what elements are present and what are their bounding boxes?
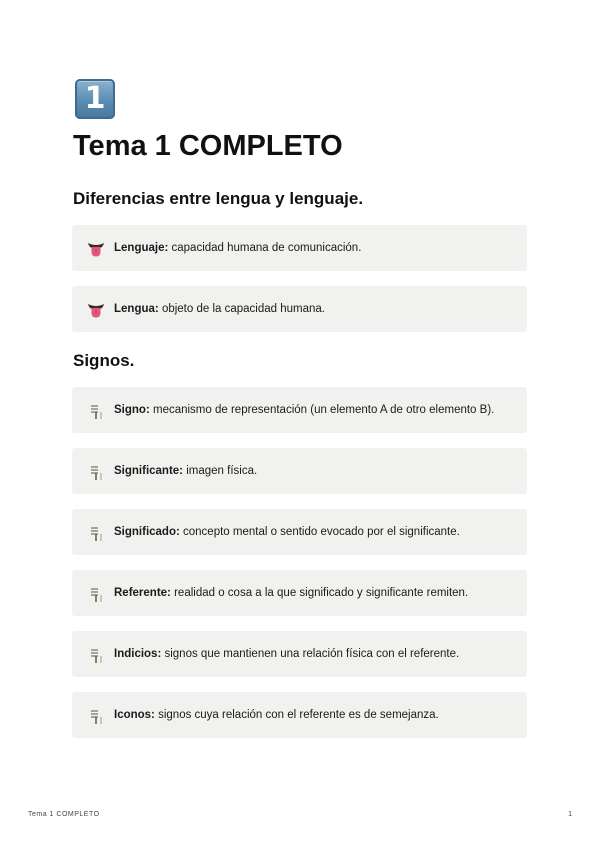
signpost-icon [86,400,106,420]
definition-text: concepto mental o sentido evocado por el significante. [183,526,460,538]
callout-indicios [72,631,527,677]
signpost-icon [86,461,106,481]
definition-text: realidad o cosa a la que significado y significante remiten. [174,587,469,599]
term-label: Significado: [114,526,180,538]
section-heading-diferencias: Diferencias entre lengua y lenguaje. [73,189,364,208]
callout-signo [72,387,527,433]
signpost-icon [86,583,106,603]
callout-lenguaje [72,225,527,271]
callout-text [114,301,325,317]
callout-referente [72,570,527,616]
signpost-icon [86,644,106,664]
term-label: Indicios: [114,648,162,660]
term-label: Lenguaje: [114,242,169,254]
definition-text: imagen física. [186,465,258,477]
callout-text [114,585,468,601]
term-label: Lengua: [114,303,159,315]
definition-text: mecanismo de representación (un elemento A de otro elemento B). [152,404,495,416]
callout-text [114,463,257,479]
callout-significante [72,448,527,494]
callout-lengua [72,286,527,332]
callout-text [114,646,459,662]
footer-title: Tema 1 COMPLETO [28,811,100,818]
keycap-one-icon: 1 [84,81,106,116]
footer-page-number: 1 [568,811,572,818]
callout-iconos [72,692,527,738]
tongue-icon [86,238,106,258]
term-label: Significante: [114,465,184,477]
definition-text: capacidad humana de comunicación. [171,242,362,254]
page-icon [75,79,115,119]
callout-text [114,707,439,723]
tongue-icon [86,299,106,319]
definition-text: signos cuya relación con el referente es de semejanza. [158,709,439,721]
page-title: Tema 1 COMPLETO [73,130,343,162]
section-heading-signos: Signos. [73,351,135,370]
definition-text: signos que mantienen una relación física con el referente. [164,648,460,660]
callout-text [114,524,460,540]
definition-text: objeto de la capacidad humana. [161,303,325,315]
callout-significado [72,509,527,555]
callout-text [114,402,494,418]
callout-text [114,240,361,256]
term-label: Signo: [114,404,150,416]
signpost-icon [86,705,106,725]
term-label: Iconos: [114,709,155,721]
signpost-icon [86,522,106,542]
term-label: Referente: [114,587,171,599]
